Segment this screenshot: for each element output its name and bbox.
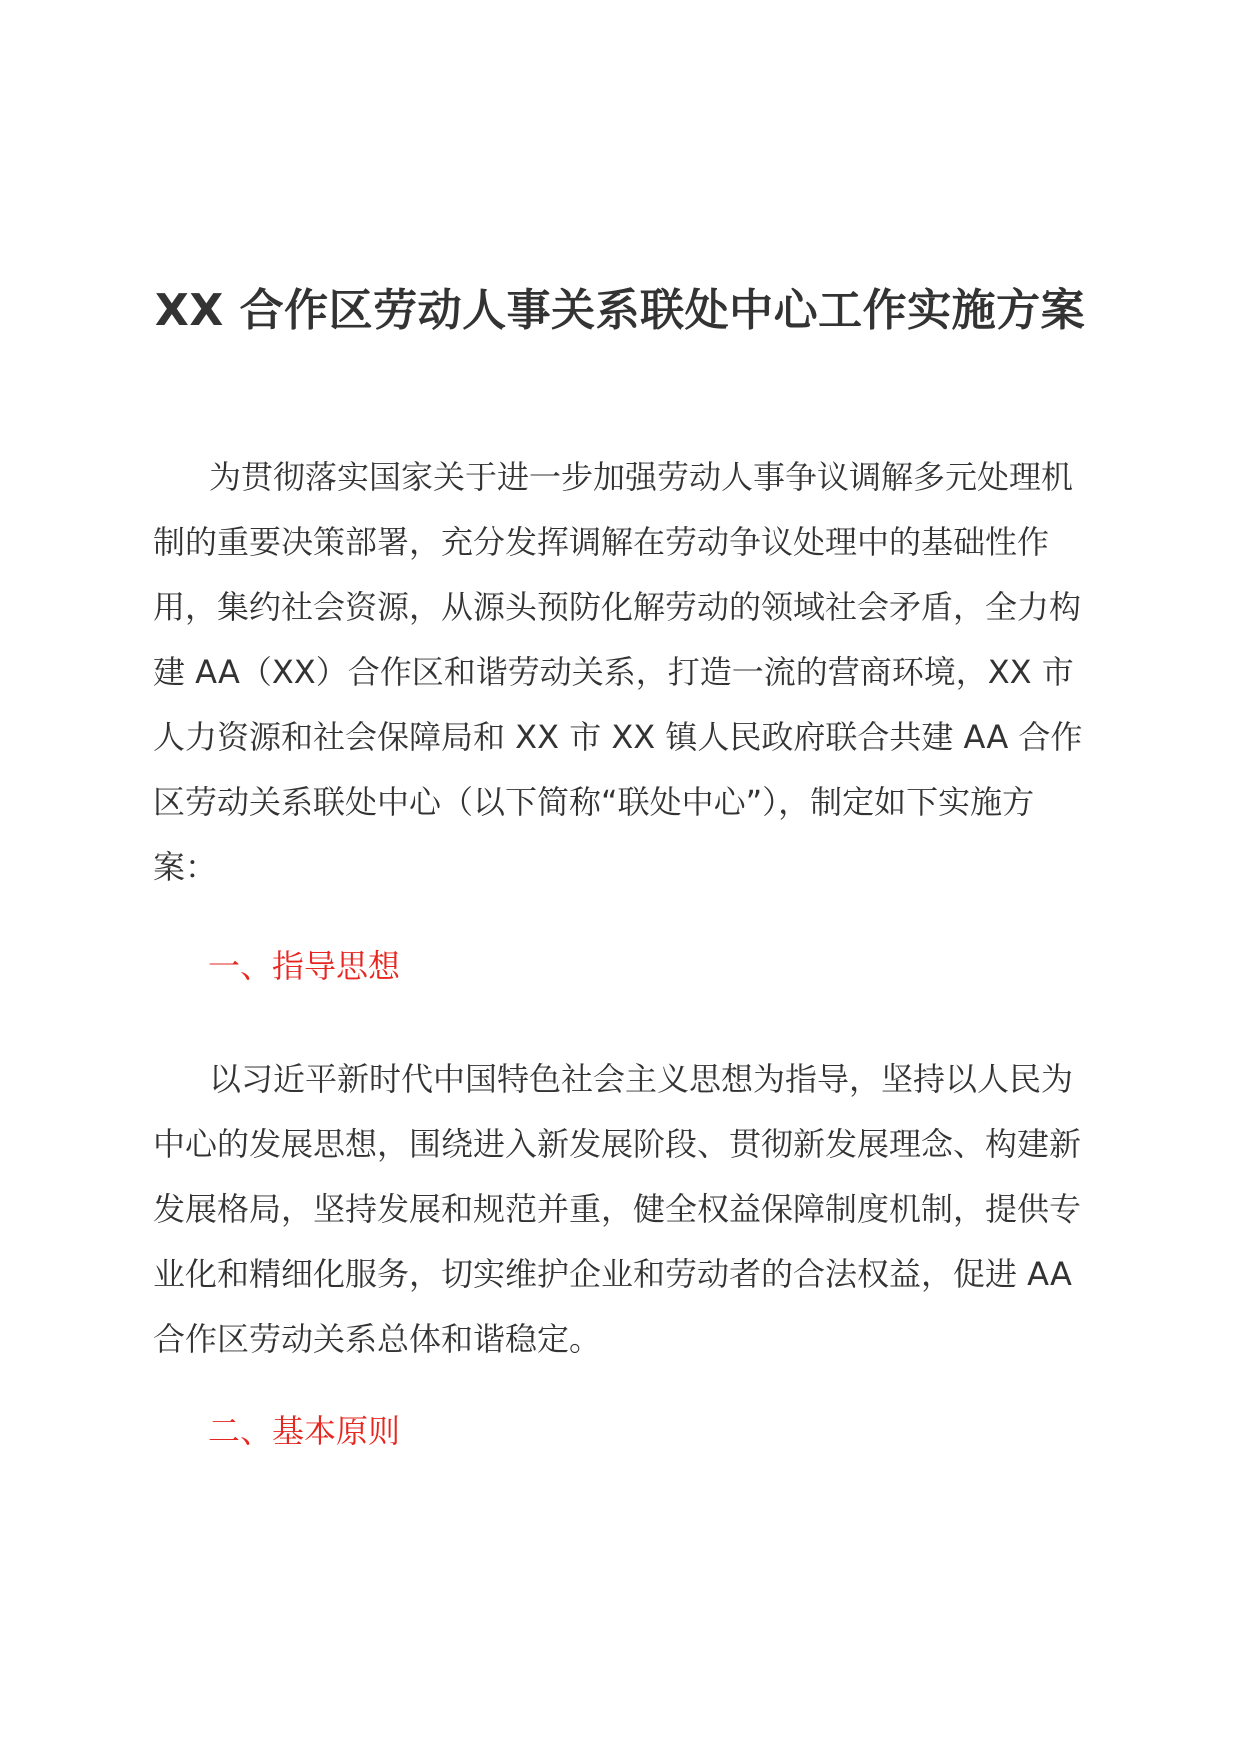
section-heading-basic-principles: 二、基本原则: [208, 1412, 401, 1450]
intro-paragraph: 为贯彻落实国家关于进一步加强劳动人事争议调解多元处理机制的重要决策部署，充分发挥调解在劳动争议处理中的基础性作用，集约社会资源，从源头预防化解劳动的领域社会矛盾，全力构建 AA（XX）合作区和谐劳动关系，打造一流的营商环境，XX 市人力资源和社会保障局和 XX 市 XX 镇人民政府联合共建 AA 合作区劳动关系联处中心（以下简称“联处中心”），制定如下实施方案：: [153, 458, 1083, 886]
document-title: XX 合作区劳动人事关系联处中心工作实施方案: [154, 285, 1086, 336]
section-heading-guiding-ideology: 一、指导思想: [208, 947, 401, 985]
section-paragraph-guiding-ideology: 以习近平新时代中国特色社会主义思想为指导，坚持以人民为中心的发展思想，围绕进入新发展阶段、贯彻新发展理念、构建新发展格局，坚持发展和规范并重，健全权益保障制度机制，提供专业化和精细化服务，切实维护企业和劳动者的合法权益，促进 AA 合作区劳动关系总体和谐稳定。: [153, 1060, 1082, 1358]
